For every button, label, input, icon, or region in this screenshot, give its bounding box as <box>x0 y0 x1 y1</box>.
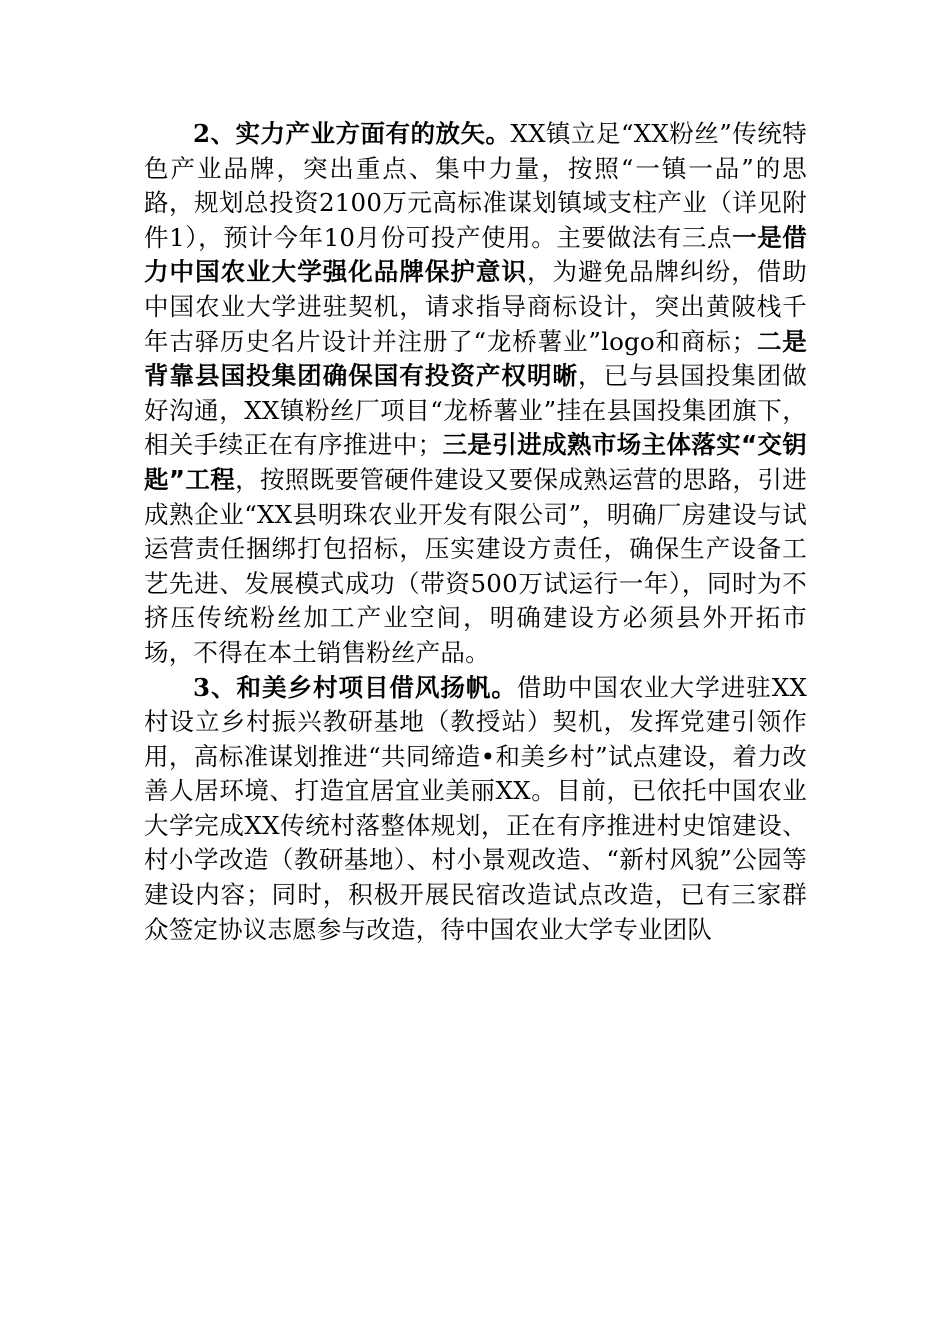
key-point-2: 二是背靠县国投集团确保国有投资产权明晰 <box>144 326 807 391</box>
paragraph-village <box>144 671 807 948</box>
section-heading-2: 2、实力产业方面有的放矢。 <box>193 119 511 148</box>
section-heading-3: 3、和美乡村项目借风扬帆。 <box>193 672 517 702</box>
body-text: ，已与县国投集团做好沟通，XX镇粉丝厂项目“龙桥薯业”挂在县国投集团旗下，相关手续正在有序推进中； <box>144 361 807 460</box>
key-point-3: 三是引进成熟市场主体落实“交钥匙”工程 <box>144 430 807 494</box>
body-text: XX镇立足“XX粉丝”传统特色产业品牌，突出重点、集中力量，按照“一镇一品”的思路，规划总投资2100万元高标准谋划镇域支柱产业（详见附件1），预计今年10月份可投产使用。主要做法有三点 <box>144 119 807 252</box>
key-point-1: 一是借力中国农业大学强化品牌保护意识 <box>144 222 807 287</box>
paragraph-industry <box>144 117 807 671</box>
body-text: 借助中国农业大学进驻XX村设立乡村振兴教研基地（教授站）契机，发挥党建引领作用，高标准谋划推进“共同缔造•和美乡村”试点建设，着力改善人居环境、打造宜居宜业美丽XX。目前，已依托中国农业大学完成XX传统村落整体规划，正在有序推进村史馆建设、村小学改造（教研基地）、村小景观改造、“新村风貌”公园等建设内容；同时，积极开展民宿改造试点改造，已有三家群众签定协议志愿参与改造，待中国农业大学专业团队 <box>144 672 807 944</box>
body-text: ，为避免品牌纠纷，借助中国农业大学进驻契机，请求指导商标设计，突出黄陂栈千年古驿历史名片设计并注册了“龙桥薯业”logo和商标； <box>144 257 808 356</box>
body-text: ，按照既要管硬件建设又要保成熟运营的思路，引进成熟企业“XX县明珠农业开发有限公司”，明确厂房建设与试运营责任捆绑打包招标，压实建设方责任，确保生产设备工艺先进、发展模式成功（带资500万试运行一年），同时为不挤压传统粉丝加工产业空间，明确建设方必须县外开拓市场，不得在本土销售粉丝产品。 <box>144 464 807 667</box>
document-body <box>144 117 807 947</box>
